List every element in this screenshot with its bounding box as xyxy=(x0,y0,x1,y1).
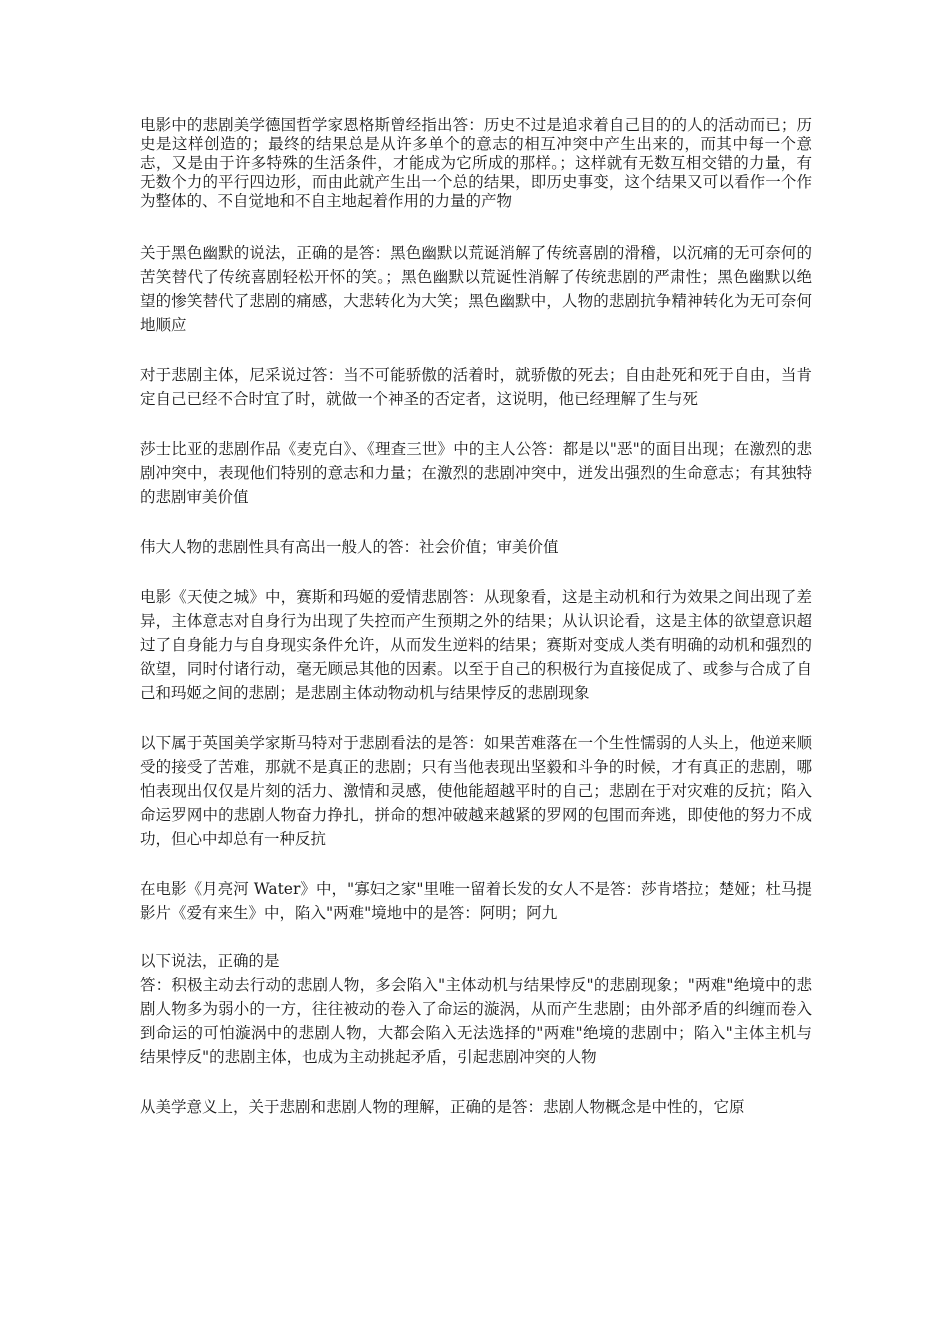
paragraph-spacer xyxy=(140,705,812,731)
paragraph-spacer xyxy=(140,411,812,437)
paragraph-nietzsche: 对于悲剧主体，尼采说过答：当不可能骄傲的活着时，就骄傲的死去；自由赴死和死于自由，当肯定自己已经不合时宜了时，就做一个神圣的否定者，这说明，他已经理解了生与死 xyxy=(140,366,812,408)
paragraph-water-film: 在电影《月亮河 Water》中，"寡妇之家"里唯一留着长发的女人不是答：莎肯塔拉；楚娅；杜马提影片《爱有来生》中，陷入"两难"境地中的是答：阿明；阿九 xyxy=(140,880,812,922)
paragraph-tragic-aesthetics-engels: 电影中的悲剧美学德国哲学家恩格斯曾经指出答：历史不过是追求着自己目的的人的活动而已；历史是这样创造的；最终的结果总是从许多单个的意志的相互冲突中产生出来的，而其中每一个意志，又是由于许多特殊的生活条件，才能成为它所成的那样。；这样就有无数互相交错的力量，有无数个力的平行四边形，而由此就产生出一个总的结果，即历史事变，这个结果又可以看作一个作为整体的、不自觉地和不自主地起着作用的力量的产物 xyxy=(140,116,812,210)
document-body xyxy=(140,116,812,1119)
paragraph-spacer xyxy=(140,337,812,363)
paragraph-aesthetic-meaning: 从美学意义上，关于悲剧和悲剧人物的理解，正确的是答：悲剧人物概念是中性的，它原 xyxy=(140,1098,745,1116)
paragraph-question-heading: 以下说法，正确的是 xyxy=(140,952,280,970)
paragraph-spacer xyxy=(140,211,812,241)
paragraph-spacer xyxy=(140,509,812,535)
paragraph-answer: 答：积极主动去行动的悲剧人物，多会陷入"主体动机与结果悖反"的悲剧现象；"两难"绝境中的悲剧人物多为弱小的一方，往往被动的卷入了命运的漩涡，从而产生悲剧；由外部矛盾的纠缠而卷入到命运的可怕漩涡中的悲剧人物，大都会陷入无法选择的"两难"绝境的悲剧中；陷入"主体主机与结果悖反"的悲剧主体，也成为主动挑起矛盾，引起悲剧冲突的人物 xyxy=(140,976,812,1066)
paragraph-spacer xyxy=(140,559,812,585)
paragraph-spacer xyxy=(140,925,812,949)
paragraph-great-figures: 伟大人物的悲剧性具有高出一般人的答：社会价值；审美价值 xyxy=(140,538,559,556)
paragraph-shakespeare: 莎士比亚的悲剧作品《麦克白》、《理查三世》中的主人公答：都是以"恶"的面目出现；在激烈的悲剧冲突中，表现他们特别的意志和力量；在激烈的悲剧冲突中，迸发出强烈的生命意志；有其独特的悲剧审美价值 xyxy=(140,440,812,506)
paragraph-spacer xyxy=(140,1069,812,1095)
paragraph-city-of-angels: 电影《天使之城》中，赛斯和玛姬的爱情悲剧答：从现象看，这是主动机和行为效果之间出现了差异，主体意志对自身行为出现了失控而产生预期之外的结果；从认识论看，这是主体的欲望意识超过了自身能力与自身现实条件允许，从而发生逆料的结果；赛斯对变成人类有明确的动机和强烈的欲望，同时付诸行动，毫无顾忌其他的因素。以至于自己的积极行为直接促成了、或参与合成了自己和玛姬之间的悲剧；是悲剧主体动物动机与结果悖反的悲剧现象 xyxy=(140,588,812,702)
paragraph-black-humor: 关于黑色幽默的说法，正确的是答：黑色幽默以荒诞消解了传统喜剧的滑稽，以沉痛的无可奈何的苦笑替代了传统喜剧轻松开怀的笑。；黑色幽默以荒诞性消解了传统悲剧的严肃性；黑色幽默以绝望的惨笑替代了悲剧的痛感，大悲转化为大笑；黑色幽默中，人物的悲剧抗争精神转化为无可奈何地顺应 xyxy=(140,244,812,334)
paragraph-spacer xyxy=(140,851,812,877)
paragraph-smart: 以下属于英国美学家斯马特对于悲剧看法的是答：如果苦难落在一个生性懦弱的人头上，他逆来顺受的接受了苦难，那就不是真正的悲剧；只有当他表现出坚毅和斗争的时候，才有真正的悲剧，哪怕表现出仅仅是片刻的活力、激情和灵感，使他能超越平时的自己；悲剧在于对灾难的反抗；陷入命运罗网中的悲剧人物奋力挣扎，拼命的想冲破越来越紧的罗网的包围而奔逃，即使他的努力不成功，但心中却总有一种反抗 xyxy=(140,734,812,848)
